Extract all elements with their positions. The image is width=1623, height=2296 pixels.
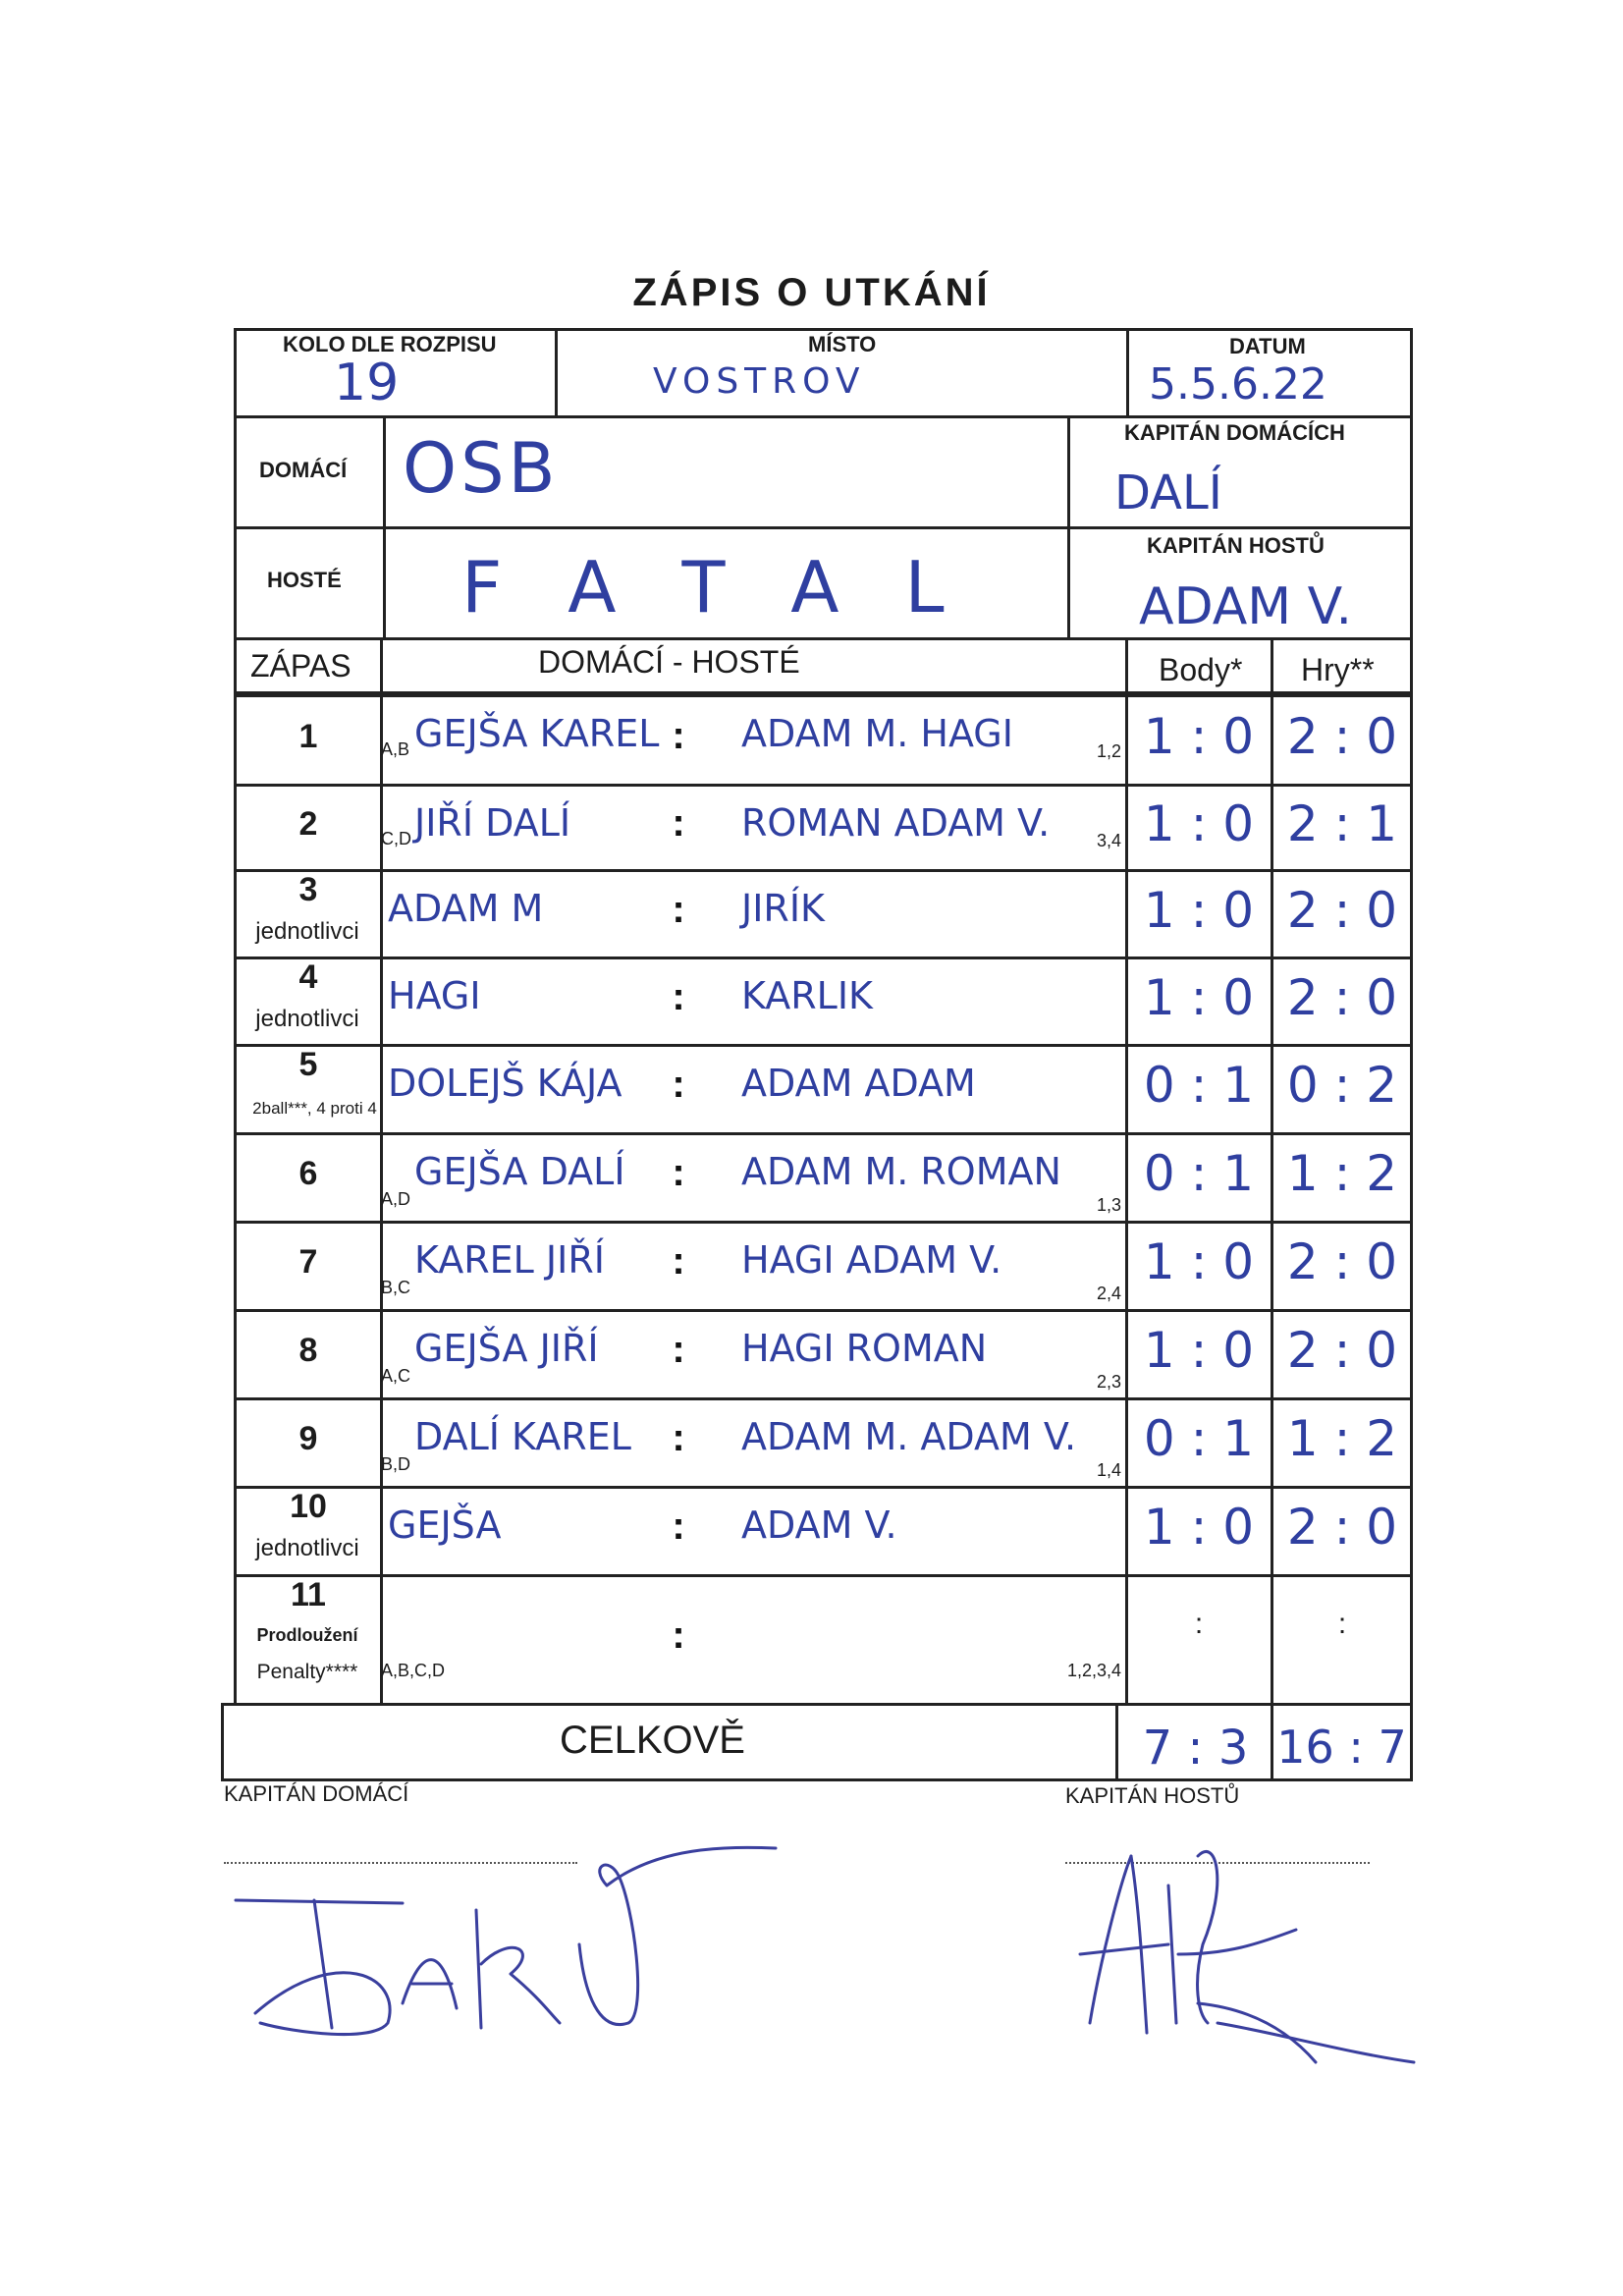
match-number: 8 <box>298 1332 318 1369</box>
match-separator-colon: : <box>672 1504 685 1548</box>
misto-label: MÍSTO <box>808 332 877 356</box>
match-number: 4 <box>298 958 318 996</box>
match-body-score: 1 : 0 <box>1143 707 1255 765</box>
match-hry-score: : <box>1337 1607 1347 1640</box>
match-body-score: 1 : 0 <box>1143 881 1255 939</box>
match-hry-score: 2 : 0 <box>1286 1233 1398 1290</box>
match-home-players: GEJŠA <box>388 1503 502 1547</box>
match-players-cell <box>380 1574 1128 1706</box>
match-position-home: A,B,C,D <box>381 1661 446 1680</box>
match-body-score: 0 : 1 <box>1143 1410 1255 1467</box>
kolo-value: 19 <box>334 354 400 412</box>
match-separator-colon: : <box>672 1239 685 1283</box>
kapitan-domacich-label: KAPITÁN DOMÁCÍCH <box>1124 420 1345 445</box>
match-body-score: 1 : 0 <box>1143 794 1255 852</box>
kapitan-hostu-value: ADAM V. <box>1139 577 1353 636</box>
match-away-players: ADAM M. ROMAN <box>741 1150 1061 1193</box>
misto-value: VOSTROV <box>653 361 866 402</box>
match-hry-score: 2 : 0 <box>1286 881 1398 939</box>
match-away-players: ADAM V. <box>741 1503 897 1547</box>
match-number: 10 <box>290 1488 327 1525</box>
col-zapas-label: ZÁPAS <box>250 648 352 683</box>
match-home-players: GEJŠA DALÍ <box>414 1150 625 1193</box>
match-away-players: KARLIK <box>741 974 873 1017</box>
match-away-players: ADAM ADAM <box>741 1062 976 1105</box>
match-subtitle: 2ball***, 4 proti 4 <box>252 1099 377 1118</box>
match-hry-score: 2 : 0 <box>1286 1499 1398 1556</box>
page-title: ZÁPIS O UTKÁNÍ <box>632 271 991 314</box>
domaci-value: OSB <box>403 428 560 509</box>
match-separator-colon: : <box>672 1151 685 1194</box>
match-number: 11 <box>291 1576 326 1613</box>
match-subtitle: jednotlivci <box>255 918 359 945</box>
signature-hostu <box>1060 1827 1453 2082</box>
match-separator-colon: : <box>672 713 685 757</box>
match-subtitle: jednotlivci <box>255 1535 359 1561</box>
col-hry-label: Hry** <box>1301 652 1375 687</box>
hoste-value: F A T A L <box>461 546 966 629</box>
match-hry-score: 2 : 0 <box>1286 968 1398 1026</box>
match-position-home: B,C <box>381 1278 411 1297</box>
match-hry-score: 2 : 0 <box>1286 707 1398 765</box>
match-away-players: HAGI ADAM V. <box>741 1238 1002 1282</box>
kolo-label: KOLO DLE ROZPISU <box>283 332 497 356</box>
signature-domaci-label: KAPITÁN DOMÁCÍ <box>224 1781 409 1806</box>
match-body-score: 0 : 1 <box>1143 1057 1255 1114</box>
match-away-players: ADAM M. HAGI <box>741 712 1013 755</box>
match-number: 7 <box>298 1243 318 1281</box>
match-away-players: JIRÍK <box>741 887 825 930</box>
match-hry-score: 2 : 1 <box>1286 794 1398 852</box>
match-home-players: GEJŠA KAREL <box>414 712 660 755</box>
match-separator-colon: : <box>672 974 685 1018</box>
total-hry: 16 : 7 <box>1276 1721 1407 1774</box>
match-position-away: 2,3 <box>1096 1372 1121 1392</box>
match-hry-score: 1 : 2 <box>1286 1410 1398 1467</box>
match-home-players: KAREL JIŘÍ <box>414 1238 605 1282</box>
match-number: 6 <box>298 1155 318 1192</box>
match-position-home: A,D <box>381 1189 411 1209</box>
match-body-score: 1 : 0 <box>1143 1233 1255 1290</box>
match-number: 3 <box>298 871 318 908</box>
signature-hostu-label: KAPITÁN HOSTŮ <box>1065 1783 1240 1808</box>
match-home-players: GEJŠA JIŘÍ <box>414 1327 599 1370</box>
match-position-home: A,C <box>381 1366 411 1386</box>
match-separator-colon: : <box>672 887 685 931</box>
match-position-away: 2,4 <box>1096 1284 1121 1303</box>
match-position-away: 1,4 <box>1096 1460 1121 1480</box>
total-body: 7 : 3 <box>1142 1721 1249 1776</box>
match-body-score: : <box>1194 1607 1204 1640</box>
signature-domaci <box>216 1827 805 2062</box>
match-separator-colon: : <box>672 800 685 845</box>
match-separator-colon: : <box>672 1416 685 1459</box>
match-position-away: 1,2 <box>1096 741 1121 761</box>
match-position-home: B,D <box>381 1454 411 1474</box>
match-home-players: ADAM M <box>388 887 544 930</box>
match-position-home: C,D <box>381 829 411 848</box>
hoste-label: HOSTÉ <box>267 568 342 592</box>
kapitan-domacich-value: DALÍ <box>1114 465 1222 520</box>
match-number: 2 <box>298 804 318 843</box>
col-body-label: Body* <box>1159 652 1243 687</box>
datum-value: 5.5.6.22 <box>1149 359 1327 410</box>
match-subtitle: Prodloužení <box>256 1625 358 1645</box>
match-away-players: ROMAN ADAM V. <box>741 801 1051 845</box>
datum-label: DATUM <box>1229 334 1306 358</box>
match-away-players: ADAM M. ADAM V. <box>741 1415 1077 1458</box>
match-home-players: JIŘÍ DALÍ <box>414 801 571 845</box>
kapitan-hostu-label: KAPITÁN HOSTŮ <box>1147 533 1325 558</box>
match-number: 5 <box>298 1046 318 1083</box>
match-hry-score: 1 : 2 <box>1286 1145 1398 1202</box>
match-hry-score: 2 : 0 <box>1286 1322 1398 1379</box>
match-subtitle: jednotlivci <box>255 1006 359 1032</box>
match-home-players: HAGI <box>388 974 481 1017</box>
col-domaci-hoste-label: DOMÁCÍ - HOSTÉ <box>538 644 800 680</box>
match-separator-colon: : <box>672 1063 685 1106</box>
match-position-away: 1,2,3,4 <box>1066 1661 1121 1680</box>
match-position-away: 1,3 <box>1096 1195 1121 1215</box>
match-hry-score: 0 : 2 <box>1286 1057 1398 1114</box>
match-home-players: DALÍ KAREL <box>414 1415 631 1458</box>
match-separator-colon: : <box>672 1328 685 1371</box>
match-subtitle-2: Penalty**** <box>256 1661 358 1683</box>
match-number: 9 <box>298 1420 318 1457</box>
match-number: 1 <box>298 717 318 755</box>
match-position-home: A,B <box>381 739 410 759</box>
match-separator-colon: : <box>672 1613 685 1657</box>
match-body-score: 0 : 1 <box>1143 1145 1255 1202</box>
total-label: CELKOVĚ <box>560 1719 745 1762</box>
domaci-label: DOMÁCÍ <box>259 458 348 482</box>
match-body-score: 1 : 0 <box>1143 1322 1255 1379</box>
match-body-score: 1 : 0 <box>1143 1499 1255 1556</box>
match-position-away: 3,4 <box>1096 831 1121 850</box>
match-body-score: 1 : 0 <box>1143 968 1255 1026</box>
match-away-players: HAGI ROMAN <box>741 1327 988 1370</box>
match-home-players: DOLEJŠ KÁJA <box>388 1062 622 1105</box>
